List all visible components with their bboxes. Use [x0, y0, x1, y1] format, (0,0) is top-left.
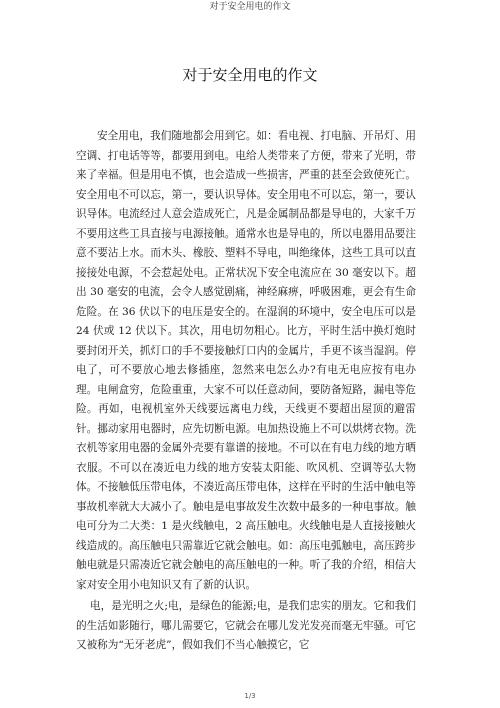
- document-header: [0, 0, 500, 16]
- header-doc-title: 对于安全用电的作文: [209, 2, 291, 12]
- page-title: 对于安全用电的作文: [182, 66, 318, 84]
- page-number: 1/3: [244, 692, 256, 700]
- body-paragraph-1: 安全用电，我们随地都会用到它。如：看电视、打电脑、开吊灯、用空调、打电话等等，都要用到电。电给人类带来了方便，带来了光明，带来了幸福。但是用电不慎，也会造成一些损害，严重的甚至会致使死亡。安全用电不可以忘，第一，要认识导体。安全用电不可以忘，第一，要认识导体。电流经过人意会造成死亡，凡是金属制品都是导电的，大家千万不要用这些工具直接与电源接触。通常水也是导电的，所以电器用品要注意不要沾上水。而木头、橡胶、塑料不导电，叫绝缘体，这些工具可以直接接处电源，不会惹起处电。正常状况下安全电流应在 30 毫安以下。超出 30 毫安的电流，会令人感觉剧痛，神经麻痹，呼吸困难，更会有生命危险。在 36 伏以下的电压是安全的。在湿润的环境中，安全电压可以是 24 伏或 12 伏以下。其次，用电切勿粗心。比方，平时生活中换灯炮时要封闭开关，抓灯口的手不要接触灯口内的金属片，手更不该当湿润。停电了，可不要放心地去修插座，忽然来电怎么办?有电无电应按有电办理。电闸盒穷，危险重重，大家不可以任意动间，要防备短路，漏电等危险。再如，电视机室外天线要远离电力线，天线更不要超出屋顶的避雷针。挪动家用电器时，应先切断电源。电加热设施上不可以烘烤衣物。洗衣机等家用电器的金属外壳要有靠谱的接地。不可以在有电力线的地方晒衣服。不可以在凑近电力线的地方安装太阳能、吹风机、空调等弘大物体。不接触低压带电体，不凑近高压带电体，这样在平时的生活中触电等事故机率就大大减小了。触电是电事故发生次数中最多的一种电事故。触电可分为二大类：1 是火线触电，2 高压触电。火线触电是人直接接触火线造成的。高压触电只需靠近它就会触电。如：高压电弧触电，高压跨步触电就是只需凑近它就会触电的高压触电的一种。听了我的介绍，相信大家对安全用小电知识又有了新的认识。: [76, 130, 416, 591]
- body-paragraph-2: 电，是光明之火;电，是绿色的能源;电，是我们忠实的朋友。它和我们的生活如影随行，哪儿需要它，它就会在哪儿发光发亮而毫无牢骚。可它又被称为“无牙老虎”，假如我们不当心触摸它，它: [76, 600, 416, 651]
